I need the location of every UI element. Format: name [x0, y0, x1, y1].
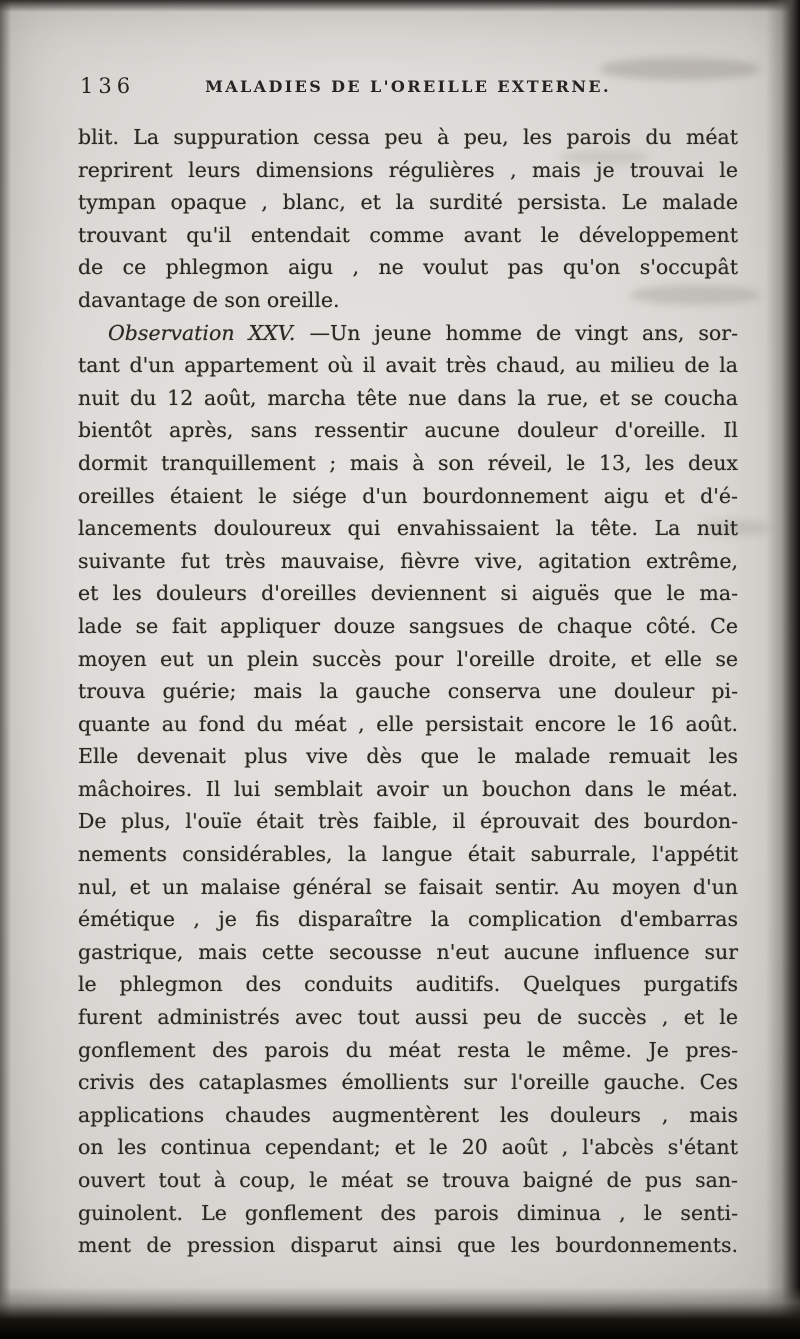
- text-line-rest: —Un jeune homme de vingt ans, sor-: [295, 320, 738, 345]
- page-body: [78, 121, 738, 1262]
- text-line: ouvert tout à coup, le méat se trouva baigné de pus san-: [78, 1168, 738, 1192]
- text-line: De plus, l'ouïe était très faible, il éprouvait des bourdon-: [78, 809, 738, 834]
- text-line: nements considérables, la langue était saburrale, l'appétit: [78, 842, 738, 867]
- scan-edge-right: [766, 0, 800, 1339]
- text-line: émétique , je fis disparaître la complication d'embarras: [78, 907, 738, 932]
- text-line: tant d'un appartement où il avait très chaud, au milieu de la: [78, 353, 738, 378]
- text-line: de ce phlegmon aigu , ne voulut pas qu'on s'occupât: [78, 255, 738, 280]
- scan-edge-bottom: [0, 1287, 800, 1339]
- text-line: et les douleurs d'oreilles deviennent si aiguës que le ma-: [78, 581, 738, 606]
- text-line: furent administrés avec tout aussi peu de succès , et le: [78, 1005, 738, 1030]
- scan-edge-top: [0, 0, 800, 12]
- text-line: reprirent leurs dimensions régulières , mais je trouvai le: [78, 157, 738, 182]
- text-line: blit. La suppuration cessa peu à peu, les parois du méat: [78, 125, 738, 149]
- text-line: applications chaudes augmentèrent les douleurs , mais: [78, 1102, 738, 1127]
- text-line: Elle devenait plus vive dès que le malade remuait les: [78, 744, 738, 769]
- text-line: quante au fond du méat , elle persistait encore le 16 août.: [78, 711, 738, 736]
- text-line: nul, et un malaise général se faisait sentir. Au moyen d'un: [78, 874, 738, 899]
- text-line: crivis des cataplasmes émollients sur l'oreille gauche. Ces: [78, 1070, 738, 1095]
- text-line: bientôt après, sans ressentir aucune douleur d'oreille. Il: [78, 418, 738, 443]
- page-number: 136: [80, 74, 136, 98]
- paragraph-2: [78, 317, 738, 1262]
- running-header: MALADIES DE L'OREILLE EXTERNE.: [205, 77, 611, 96]
- text-line: lade se fait appliquer douze sangsues de chaque côté. Ce: [78, 613, 738, 638]
- scan-edge-left: [0, 0, 11, 1339]
- page-content: [78, 72, 738, 1262]
- text-line: gastrique, mais cette secousse n'eut aucune influence sur: [78, 939, 738, 964]
- text-line: oreilles étaient le siége d'un bourdonnement aigu et d'é-: [78, 483, 738, 508]
- text-line: trouva guérie; mais la gauche conserva une douleur pi-: [78, 679, 738, 704]
- text-line: moyen eut un plein succès pour l'oreille droite, et elle se: [78, 646, 738, 671]
- text-line: le phlegmon des conduits auditifs. Quelques purgatifs: [78, 972, 738, 997]
- observation-lead: Observation XXV.: [108, 320, 296, 345]
- text-line: tympan opaque , blanc, et la surdité persista. Le malade: [78, 190, 738, 215]
- paragraph-1: [78, 121, 738, 317]
- page-header-row: [78, 72, 738, 114]
- text-line: suivante fut très mauvaise, fièvre vive, agitation extrême,: [78, 548, 738, 573]
- text-line: davantage de son oreille.: [78, 287, 340, 312]
- text-line: [78, 317, 738, 350]
- text-line: lancements douloureux qui envahissaient la tête. La nuit: [78, 516, 738, 541]
- text-line: nuit du 12 août, marcha tête nue dans la rue, et se coucha: [78, 385, 738, 410]
- text-line: mâchoires. Il lui semblait avoir un bouchon dans le méat.: [78, 776, 738, 801]
- text-line: on les continua cependant; et le 20 août , l'abcès s'étant: [78, 1135, 738, 1160]
- text-line: trouvant qu'il entendait comme avant le développement: [78, 222, 738, 247]
- text-line: dormit tranquillement ; mais à son réveil, le 13, les deux: [78, 450, 738, 475]
- text-line: gonflement des parois du méat resta le même. Je pres-: [78, 1037, 738, 1062]
- text-line: ment de pression disparut ainsi que les bourdonnements.: [78, 1233, 738, 1258]
- text-line: guinolent. Le gonflement des parois diminua , le senti-: [78, 1200, 738, 1225]
